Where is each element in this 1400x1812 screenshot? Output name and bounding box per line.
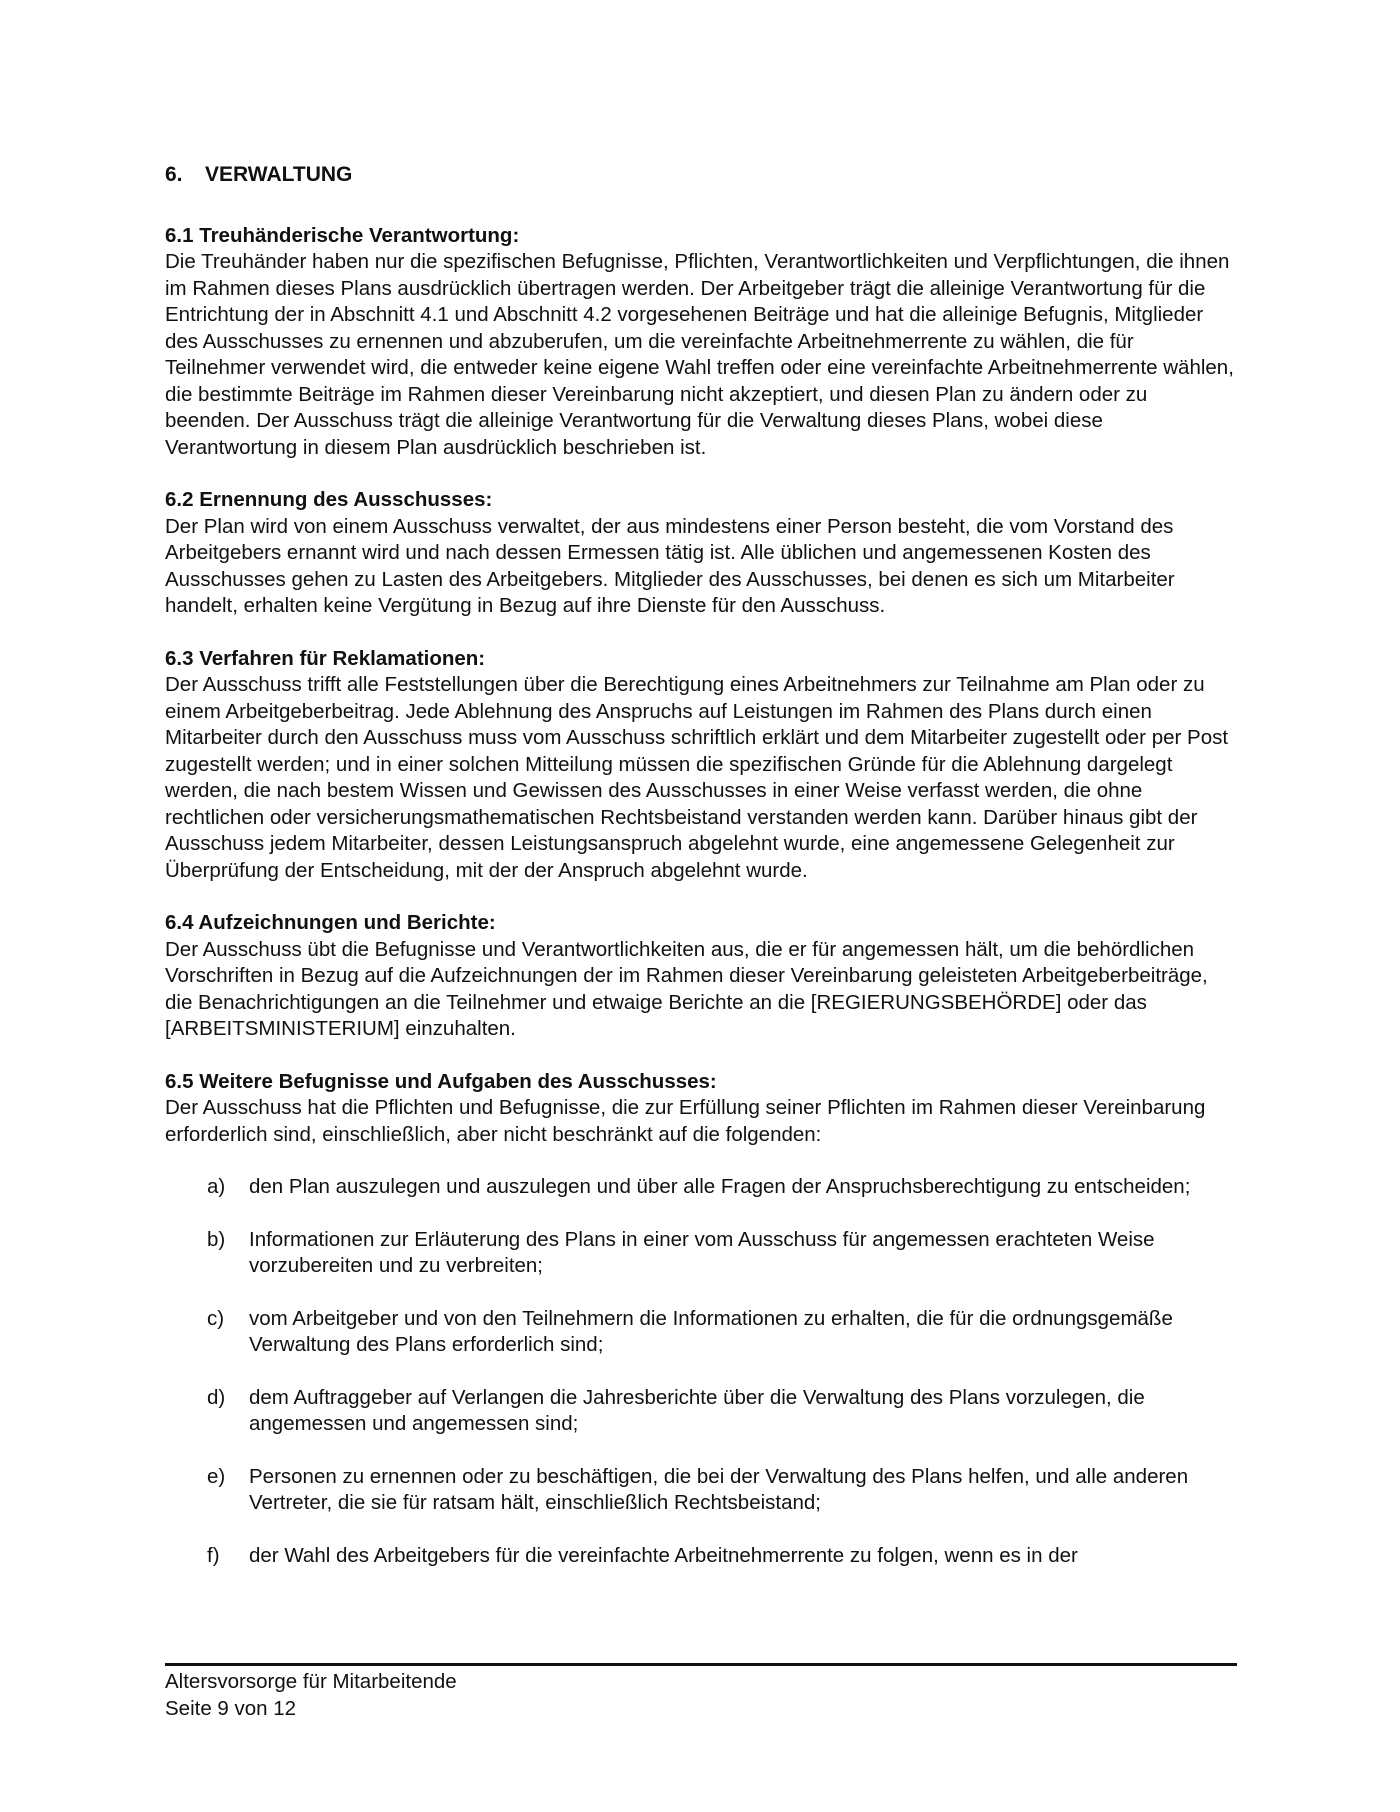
footer-page-number: Seite 9 von 12 <box>165 1697 297 1720</box>
list-item-text: Personen zu ernennen oder zu beschäftigen, die bei der Verwaltung des Plans helfen, und alle anderen Vertreter, die sie für ratsam hält, einschließlich Rechtsbeistand; <box>249 1464 1189 1514</box>
list-item <box>165 1464 1237 1517</box>
list-marker: c) <box>207 1306 225 1330</box>
subsection-6-4 <box>165 910 1237 1043</box>
list-marker: a) <box>207 1175 226 1198</box>
subsection-heading: 6.4 Aufzeichnungen und Berichte: <box>165 911 496 934</box>
subsection-body: Die Treuhänder haben nur die spezifischen Befugnisse, Pflichten, Verantwortlichkeiten und Verpflichtungen, die ihnen im Rahmen dieses Plans ausdrücklich übertragen werden. Der Arbeitgeber trägt die alleinige Verantwortung für die Entrichtung der in Abschnitt 4.1 und Abschnitt 4.2 vorgesehenen Beiträge und hat die alleinige Befugnis, Mitglieder des Ausschusses zu ernennen und abzuberufen, um die vereinfachte Arbeitnehmerrente zu wählen, die für Teilnehmer verwendet wird, die entweder keine eigene Wahl treffen oder eine vereinfachte Arbeitnehmerrente wählen, die bestimmte Beiträge im Rahmen dieser Vereinbarung nicht akzeptiert, und diesen Plan zu ändern oder zu beenden. Der Ausschuss trägt die alleinige Verantwortung für die Verwaltung dieses Plans, wobei diese Verantwortung in diesem Plan ausdrücklich beschrieben ist. <box>165 250 1234 459</box>
subsection-heading: 6.3 Verfahren für Reklamationen: <box>165 646 486 670</box>
page-content <box>165 162 1237 1595</box>
subsection-body: Der Plan wird von einem Ausschuss verwaltet, der aus mindestens einer Person besteht, die vom Vorstand des Arbeitgebers ernannt wird und nach dessen Ermessen tätig ist. Alle üblichen und angemessenen Kosten des Ausschusses gehen zu Lasten des Arbeitgebers. Mitglieder des Ausschusses, bei denen es sich um Mitarbeiter handelt, erhalten keine Vergütung in Bezug auf ihre Dienste für den Ausschuss. <box>165 514 1175 617</box>
list-item <box>165 1543 1237 1570</box>
list-marker: e) <box>207 1464 226 1488</box>
section-title: VERWALTUNG <box>205 163 353 186</box>
footer-document-title: Altersvorsorge für Mitarbeitende <box>165 1670 457 1693</box>
subsection-6-2 <box>165 487 1237 620</box>
footer-divider <box>165 1663 1237 1666</box>
list-item-text: Informationen zur Erläuterung des Plans in einer vom Ausschuss für angemessen erachteten Weise vorzubereiten und zu verbreiten; <box>249 1227 1155 1277</box>
section-heading <box>165 162 1237 189</box>
page-footer <box>165 1668 865 1722</box>
list-item <box>165 1174 1237 1201</box>
list-item-text: vom Arbeitgeber und von den Teilnehmern die Informationen zu erhalten, die für die ordnungsgemäße Verwaltung des Plans erforderlich sind; <box>249 1306 1173 1356</box>
subsection-6-5 <box>165 1069 1237 1149</box>
duties-list <box>165 1174 1237 1569</box>
list-item-text: dem Auftraggeber auf Verlangen die Jahresberichte über die Verwaltung des Plans vorzulegen, die angemessen und angemessen sind; <box>249 1385 1145 1435</box>
subsection-heading: 6.2 Ernennung des Ausschusses: <box>165 488 493 511</box>
subsection-body: Der Ausschuss trifft alle Feststellungen über die Berechtigung eines Arbeitnehmers zur Teilnahme am Plan oder zu einem Arbeitgeberbeitrag. Jede Ablehnung des Anspruchs auf Leistungen im Rahmen des Plans durch einen Mitarbeiter durch den Ausschuss muss vom Ausschuss schriftlich erklärt und dem Mitarbeiter zugestellt oder per Post zugestellt werden; und in einer solchen Mitteilung müssen die spezifischen Gründe für die Ablehnung dargelegt werden, die nach bestem Wissen und Gewissen des Ausschusses in einer Weise verfasst werden, die ohne rechtlichen oder versicherungsmathematischen Rechtsbeistand verstanden werden kann. Darüber hinaus gibt der Ausschuss jedem Mitarbeiter, dessen Leistungsanspruch abgelehnt wurde, eine angemessene Gelegenheit zur Überprüfung der Entscheidung, mit der der Anspruch abgelehnt wurde. <box>165 673 1229 882</box>
subsection-heading: 6.5 Weitere Befugnisse und Aufgaben des Ausschusses: <box>165 1069 717 1093</box>
list-item-text: den Plan auszulegen und auszulegen und über alle Fragen der Anspruchsberechtigung zu entscheiden; <box>249 1175 1191 1198</box>
list-marker: b) <box>207 1227 226 1251</box>
list-item <box>165 1306 1237 1359</box>
list-marker: d) <box>207 1385 226 1409</box>
subsection-6-1 <box>165 223 1237 462</box>
list-item <box>165 1227 1237 1280</box>
list-marker: f) <box>207 1543 220 1567</box>
list-item-text: der Wahl des Arbeitgebers für die vereinfachte Arbeitnehmerrente zu folgen, wenn es in der <box>249 1543 1078 1567</box>
subsection-6-3 <box>165 646 1237 885</box>
list-item <box>165 1385 1237 1438</box>
subsection-heading: 6.1 Treuhänderische Verantwortung: <box>165 223 520 247</box>
subsection-body: Der Ausschuss hat die Pflichten und Befugnisse, die zur Erfüllung seiner Pflichten im Rahmen dieser Vereinbarung erforderlich sind, einschließlich, aber nicht beschränkt auf die folgenden: <box>165 1096 1206 1146</box>
subsection-body: Der Ausschuss übt die Befugnisse und Verantwortlichkeiten aus, die er für angemessen hält, um die behördlichen Vorschriften in Bezug auf die Aufzeichnungen der im Rahmen dieser Vereinbarung geleisteten Arbeitgeberbeiträge, die Benachrichtigungen an die Teilnehmer und etwaige Berichte an die [REGIERUNGSBEHÖRDE] oder das [ARBEITSMINISTERIUM] einzuhalten. <box>165 937 1208 1040</box>
section-number: 6. <box>165 163 183 186</box>
